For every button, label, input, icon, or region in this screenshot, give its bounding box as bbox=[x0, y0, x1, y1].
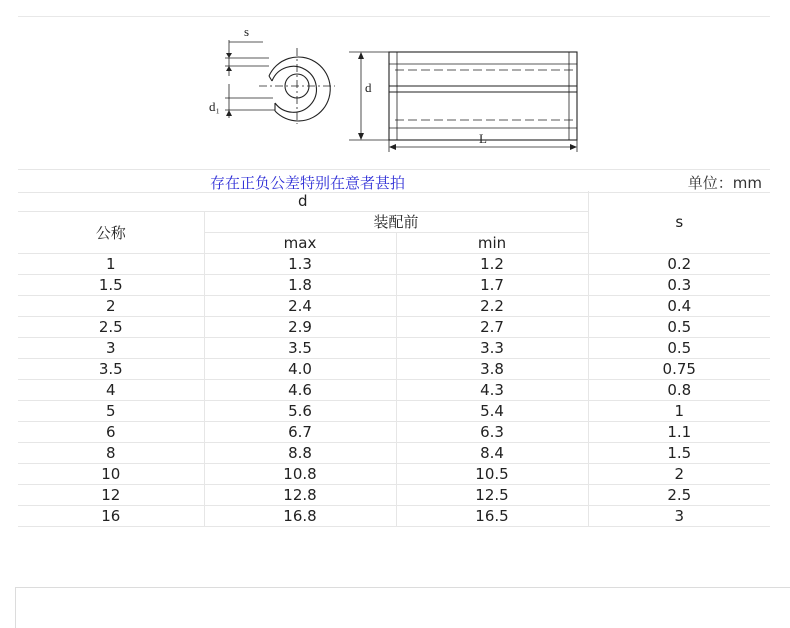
cell-min: 2.7 bbox=[396, 317, 588, 338]
cell-max: 3.5 bbox=[204, 338, 396, 359]
label-L: L bbox=[479, 131, 487, 146]
bottom-panel bbox=[15, 587, 790, 628]
table-row bbox=[18, 338, 770, 359]
cell-nominal: 10 bbox=[18, 464, 204, 485]
cell-s: 0.2 bbox=[588, 254, 770, 275]
cell-nominal: 4 bbox=[18, 380, 204, 401]
header-row-d bbox=[18, 191, 770, 212]
cell-s: 2 bbox=[588, 464, 770, 485]
cell-nominal: 1.5 bbox=[18, 275, 204, 296]
cell-nominal: 3.5 bbox=[18, 359, 204, 380]
cell-min: 8.4 bbox=[396, 443, 588, 464]
cell-s: 3 bbox=[588, 506, 770, 527]
table-row bbox=[18, 254, 770, 275]
cell-min: 6.3 bbox=[396, 422, 588, 443]
end-view bbox=[225, 40, 335, 124]
table-row bbox=[18, 275, 770, 296]
cell-max: 16.8 bbox=[204, 506, 396, 527]
cell-nominal: 5 bbox=[18, 401, 204, 422]
cell-nominal: 8 bbox=[18, 443, 204, 464]
table-row bbox=[18, 359, 770, 380]
cell-min: 12.5 bbox=[396, 485, 588, 506]
cell-max: 2.9 bbox=[204, 317, 396, 338]
cell-s: 0.8 bbox=[588, 380, 770, 401]
cell-min: 2.2 bbox=[396, 296, 588, 317]
unit-label: 单位：mm bbox=[687, 174, 762, 192]
caption-row bbox=[18, 169, 770, 193]
table-row bbox=[18, 443, 770, 464]
table-row bbox=[18, 296, 770, 317]
cell-min: 3.8 bbox=[396, 359, 588, 380]
cell-max: 4.6 bbox=[204, 380, 396, 401]
header-d: d bbox=[18, 191, 588, 212]
table-row bbox=[18, 317, 770, 338]
cell-max: 6.7 bbox=[204, 422, 396, 443]
cell-min: 10.5 bbox=[396, 464, 588, 485]
cell-min: 5.4 bbox=[396, 401, 588, 422]
cell-s: 0.4 bbox=[588, 296, 770, 317]
table-row bbox=[18, 422, 770, 443]
cell-max: 1.8 bbox=[204, 275, 396, 296]
label-s: s bbox=[244, 24, 250, 39]
cell-s: 0.75 bbox=[588, 359, 770, 380]
header-s: s bbox=[588, 191, 770, 254]
side-view bbox=[349, 52, 577, 152]
cell-s: 2.5 bbox=[588, 485, 770, 506]
header-nominal: 公称 bbox=[18, 212, 204, 254]
cell-s: 0.3 bbox=[588, 275, 770, 296]
top-divider bbox=[18, 16, 770, 17]
cell-nominal: 3 bbox=[18, 338, 204, 359]
cell-min: 16.5 bbox=[396, 506, 588, 527]
tolerance-note: 存在正负公差特别在意者甚拍 bbox=[210, 174, 406, 192]
cell-nominal: 6 bbox=[18, 422, 204, 443]
label-d1: d₁ bbox=[209, 99, 221, 114]
spec-table bbox=[18, 191, 770, 527]
cell-nominal: 2.5 bbox=[18, 317, 204, 338]
header-before-assembly: 装配前 bbox=[204, 212, 588, 233]
cell-min: 3.3 bbox=[396, 338, 588, 359]
cell-s: 0.5 bbox=[588, 338, 770, 359]
table-row bbox=[18, 464, 770, 485]
cell-nominal: 1 bbox=[18, 254, 204, 275]
cell-nominal: 2 bbox=[18, 296, 204, 317]
cell-max: 5.6 bbox=[204, 401, 396, 422]
label-d: d bbox=[365, 80, 372, 95]
cell-nominal: 12 bbox=[18, 485, 204, 506]
header-min: min bbox=[396, 233, 588, 254]
cell-s: 0.5 bbox=[588, 317, 770, 338]
cell-s: 1 bbox=[588, 401, 770, 422]
cell-s: 1.1 bbox=[588, 422, 770, 443]
table-row bbox=[18, 401, 770, 422]
cell-max: 1.3 bbox=[204, 254, 396, 275]
cell-max: 4.0 bbox=[204, 359, 396, 380]
header-max: max bbox=[204, 233, 396, 254]
cell-min: 4.3 bbox=[396, 380, 588, 401]
cell-max: 12.8 bbox=[204, 485, 396, 506]
table-row bbox=[18, 485, 770, 506]
spring-pin-drawing bbox=[195, 20, 595, 155]
spec-table-body bbox=[18, 254, 770, 527]
cell-nominal: 16 bbox=[18, 506, 204, 527]
cell-min: 1.2 bbox=[396, 254, 588, 275]
cell-s: 1.5 bbox=[588, 443, 770, 464]
table-row bbox=[18, 506, 770, 527]
table-row bbox=[18, 380, 770, 401]
cell-max: 10.8 bbox=[204, 464, 396, 485]
cell-max: 8.8 bbox=[204, 443, 396, 464]
cell-min: 1.7 bbox=[396, 275, 588, 296]
cell-max: 2.4 bbox=[204, 296, 396, 317]
